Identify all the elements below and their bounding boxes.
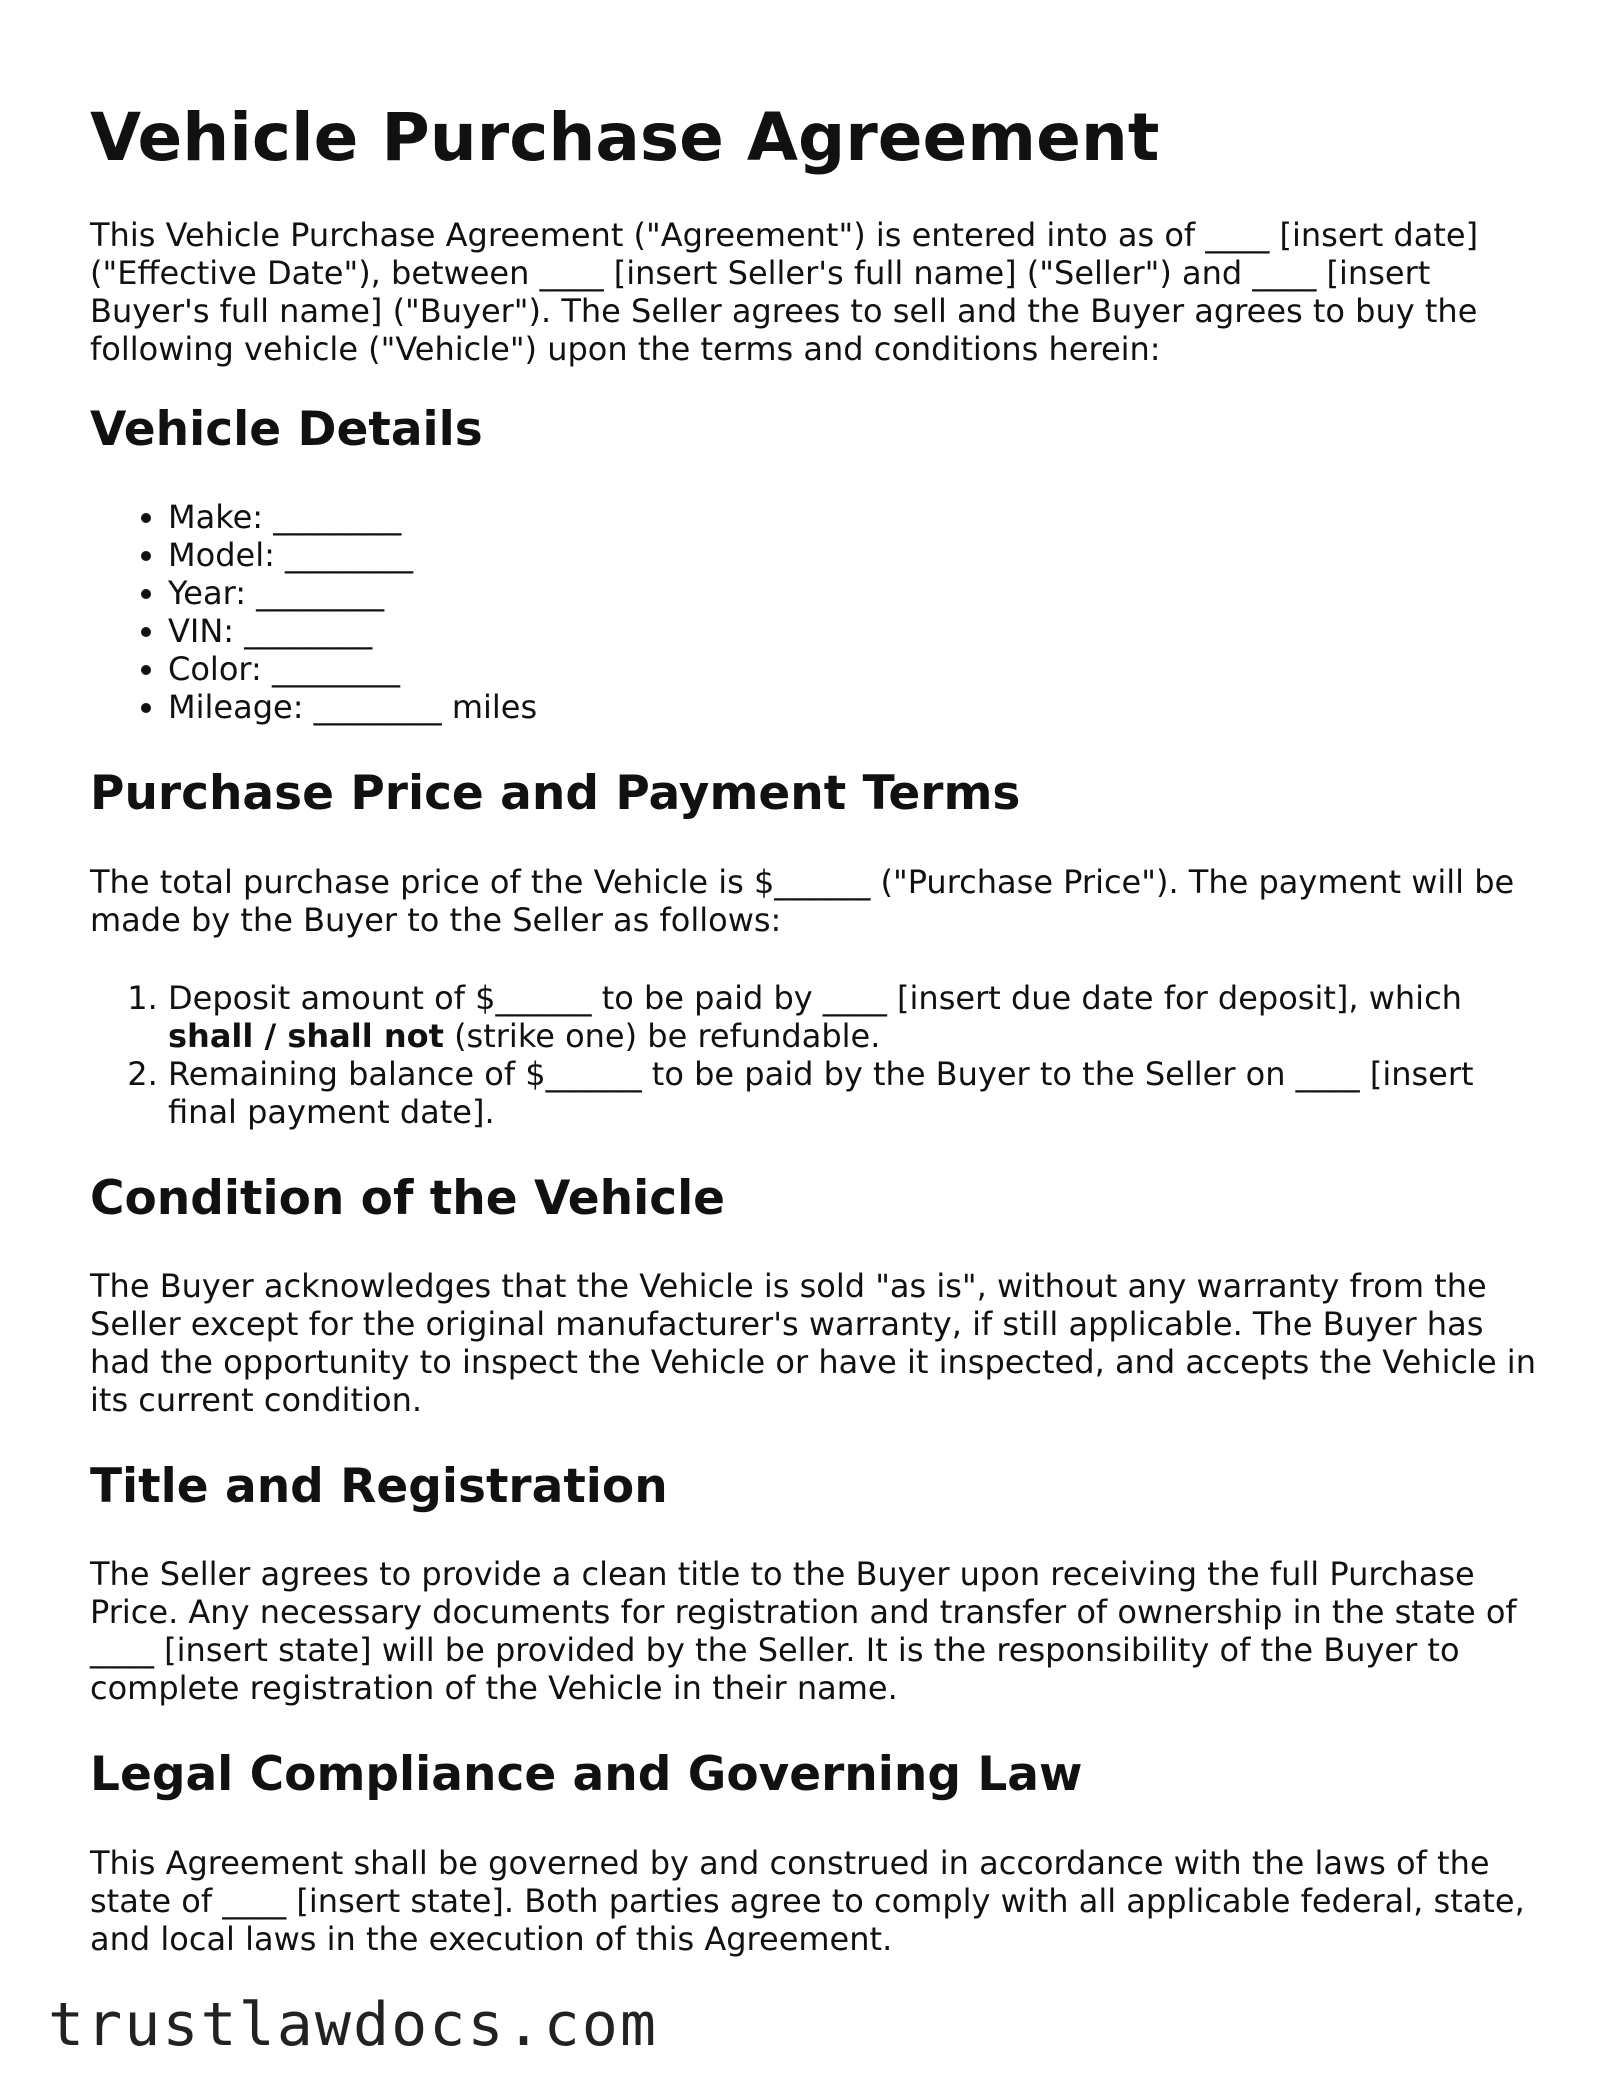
condition-heading: Condition of the Vehicle: [90, 1170, 726, 1226]
watermark-text: trustlawdocs.com: [48, 1990, 658, 2060]
document-title: Vehicle Purchase Agreement: [90, 99, 1160, 176]
vehicle-detail-model: • Model: ________: [168, 536, 1540, 574]
vehicle-details-heading: Vehicle Details: [90, 401, 483, 457]
vehicle-detail-year: • Year: ________: [168, 574, 1540, 612]
document-page: [90, 100, 1540, 1998]
shall-shall-not-text: shall / shall not: [168, 1016, 444, 1055]
title-registration-heading: Title and Registration: [90, 1459, 668, 1515]
payment-terms-list: [90, 979, 1540, 1131]
vehicle-details-list: [90, 498, 1540, 726]
title-registration-paragraph: The Seller agrees to provide a clean title to the Buyer upon receiving the full Purchase Price. Any necessary documents for registration and transfer of ownership in the state of ____ [insert state] will be provided by the Seller. It is the responsibility of the Buyer to complete registration of the Vehicle in their name.: [90, 1555, 1517, 1708]
intro-paragraph: This Vehicle Purchase Agreement ("Agreement") is entered into as of ____ [insert date] ("Effective Date"), between ____ [insert Seller's full name] ("Seller") and ____ [insert Buyer's full name] ("Buyer"). The Seller agrees to sell and the Buyer agrees to buy the following vehicle ("Vehicle") upon the terms and conditions herein:: [90, 215, 1479, 368]
vehicle-detail-make: • Make: ________: [168, 498, 1540, 536]
payment-term-balance: 2. Remaining balance of $______ to be paid by the Buyer to the Seller on ____ [insert final payment date].: [168, 1055, 1540, 1131]
deposit-tail-text: (strike one) be refundable.: [443, 1016, 881, 1055]
condition-paragraph: The Buyer acknowledges that the Vehicle is sold "as is", without any warranty from the Seller except for the original manufacturer's warranty, if still applicable. The Buyer has had the opportunity to inspect the Vehicle or have it inspected, and accepts the Vehicle in its current condition.: [90, 1267, 1536, 1420]
vehicle-detail-mileage: • Mileage: ________ miles: [168, 688, 1540, 726]
vehicle-detail-vin: • VIN: ________: [168, 612, 1540, 650]
legal-paragraph: This Agreement shall be governed by and construed in accordance with the laws of the state of ____ [insert state]. Both parties agree to comply with all applicable federal, state, and local laws in the execution of this Agreement.: [90, 1843, 1525, 1958]
legal-heading: Legal Compliance and Governing Law: [90, 1747, 1083, 1803]
purchase-price-heading: Purchase Price and Payment Terms: [90, 766, 1021, 822]
vehicle-detail-color: • Color: ________: [168, 650, 1540, 688]
payment-term-deposit: [168, 979, 1540, 1055]
purchase-price-paragraph: The total purchase price of the Vehicle is $______ ("Purchase Price"). The payment will be made by the Buyer to the Seller as follows:: [90, 862, 1515, 939]
deposit-text: Deposit amount of $______ to be paid by ____ [insert due date for deposit], which: [168, 978, 1462, 1017]
